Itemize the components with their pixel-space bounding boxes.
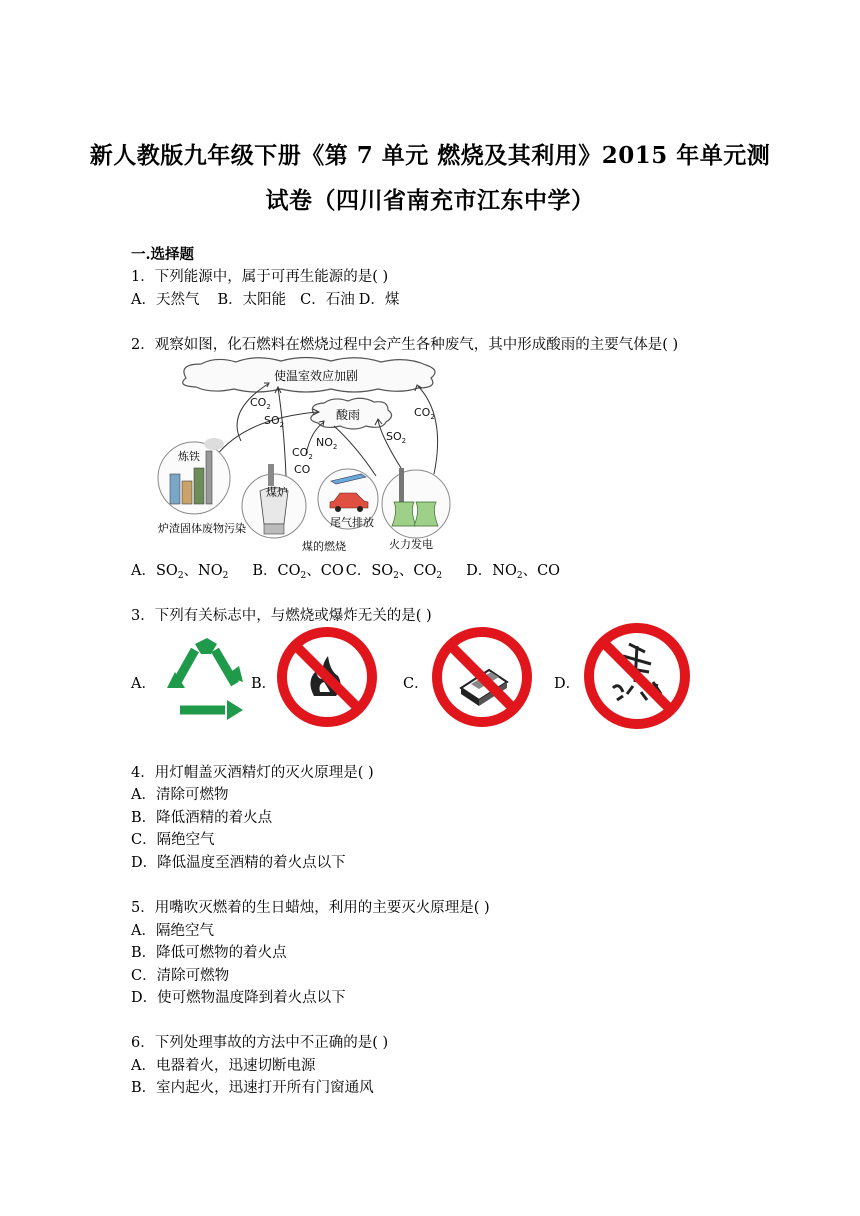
question-5-stem: 5．用嘴吹灭燃着的生日蜡烛，利用的主要灭火原理是( ) [131, 900, 490, 916]
acid-rain-diagram-svg [156, 356, 456, 556]
greenhouse-cloud [183, 358, 435, 393]
recycle-icon[interactable] [155, 630, 255, 726]
q4-option-a[interactable]: A．清除可燃物 [131, 787, 229, 803]
q4-option-d[interactable]: D．降低温度至酒精的着火点以下 [131, 855, 346, 871]
q6-option-a[interactable]: A．电器着火，迅速切断电源 [131, 1058, 316, 1074]
smelting-label: 炼铁 [178, 450, 200, 463]
question-1-stem: 1．下列能源中，属于可再生能源的是( ) [131, 269, 389, 285]
no-matches-sign-icon[interactable] [431, 626, 533, 728]
no-open-flame-sign-icon[interactable] [276, 626, 378, 728]
no2-label: $NO_2$ [316, 436, 338, 451]
coal-burning-label: 煤的燃烧 [302, 540, 346, 553]
q4-option-b[interactable]: B．降低酒精的着火点 [131, 810, 273, 826]
co-label: CO [294, 463, 311, 476]
question-2-stem: 2．观察如图，化石燃料在燃烧过程中会产生各种废气，其中形成酸雨的主要气体是( ) [131, 337, 679, 353]
q1-option-b[interactable]: B．太阳能 [217, 292, 287, 308]
q2-option-c[interactable]: C．SO2、CO2 [345, 563, 443, 581]
q1-option-d[interactable]: D．煤 [358, 292, 400, 308]
q4-option-c[interactable]: C．隔绝空气 [131, 832, 215, 848]
q3-option-b-label[interactable]: B． [251, 676, 277, 692]
q3-option-a-label[interactable]: A． [131, 676, 156, 692]
so2-label-2: $SO_2$ [386, 430, 407, 445]
slag-pollution-label: 炉渣固体废物污染 [158, 522, 246, 535]
coal-boiler-icon [260, 464, 288, 534]
q2-option-d[interactable]: D．NO2、CO [466, 563, 561, 581]
co2-label-3: $CO_2$ [414, 406, 435, 421]
q3-sign-row [131, 622, 731, 732]
boiler-label: 煤炉 [266, 486, 288, 499]
greenhouse-label: 使温室效应加剧 [274, 369, 359, 383]
question-4-stem: 4．用灯帽盖灭酒精灯的灭火原理是( ) [131, 765, 374, 781]
exam-title-line-2: 试卷（四川省南充市江东中学） [265, 187, 595, 214]
q5-option-c[interactable]: C．清除可燃物 [131, 968, 230, 984]
acid-rain-label: 酸雨 [336, 408, 361, 422]
question-6-stem: 6．下列处理事故的方法中不正确的是( ) [131, 1035, 389, 1051]
q3-option-c-label[interactable]: C． [403, 676, 429, 692]
q6-option-b[interactable]: B．室内起火，迅速打开所有门窗通风 [131, 1080, 374, 1096]
question-1-options [131, 288, 399, 309]
question-2-options [131, 559, 560, 581]
so2-label-1: $SO_2$ [264, 414, 285, 429]
q5-option-d[interactable]: D．使可燃物温度降到着火点以下 [131, 990, 346, 1006]
q3-option-d-label[interactable]: D． [554, 676, 581, 692]
q1-option-a[interactable]: A．天然气 [131, 292, 200, 308]
q2-option-a[interactable]: A．SO2、NO2 [131, 563, 229, 581]
q2-option-b[interactable]: B．CO2、CO [252, 563, 344, 581]
section-heading: 一.选择题 [131, 246, 195, 263]
q5-option-a[interactable]: A．隔绝空气 [131, 923, 214, 939]
q5-option-b[interactable]: B．降低可燃物的着火点 [131, 945, 287, 961]
exam-title-line-1: 新人教版九年级下册《第 7 单元 燃烧及其利用》2015 年单元测 [89, 142, 771, 169]
acid-rain-diagram [156, 356, 456, 556]
exhaust-label: 尾气排放 [330, 516, 374, 529]
power-label: 火力发电 [389, 538, 433, 551]
question-3-stem: 3．下列有关标志中，与燃烧或爆炸无关的是( ) [131, 608, 432, 624]
co2-label-1: $CO_2$ [250, 396, 271, 411]
no-fireworks-sign-icon[interactable] [583, 622, 691, 730]
co2-label-2: $CO_2$ [292, 446, 313, 461]
q1-option-c[interactable]: C．石油 [300, 292, 355, 308]
